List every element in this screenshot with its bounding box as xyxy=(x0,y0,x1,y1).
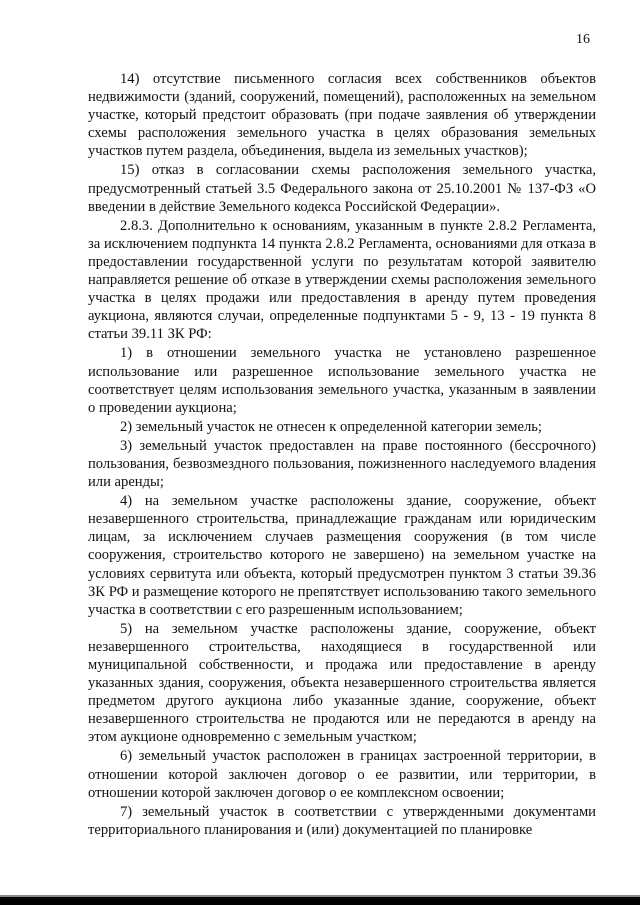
paragraph-subitem-7: 7) земельный участок в соответствии с утвержденными документами территориального планирования и (или) документацией по планировке xyxy=(88,803,596,838)
paragraph-subitem-6: 6) земельный участок расположен в границах застроенной территории, в отношении которой заключен договор о ее развитии, или территории, в отношении которой заключен договор о ее комплексном освоении; xyxy=(88,748,596,801)
paragraph-subitem-5: 5) на земельном участке расположены здание, сооружение, объект незавершенного строительства, находящиеся в государственной или муниципальной собственности, и продажа или предоставление в аренду указанных здания, сооружения, объекта незавершенного строительства является предметом другого аукциона либо указанные здание, сооружение, объект незавершенного строительства не продаются или не передаются в аренду на этом аукционе одновременно с земельным участком; xyxy=(88,620,596,746)
paragraph-subitem-2: 2) земельный участок не отнесен к определенной категории земель; xyxy=(120,418,542,435)
paragraph-item-14: 14) отсутствие письменного согласия всех собственников объектов недвижимости (зданий, сооружений, помещений), расположенных на земельном участке, который предстоит образовать (при подаче заявления об утверждении схемы расположения земельного участка в целях образования земельных участков путем раздела, объединения, выдела из земельных участков); xyxy=(88,71,596,160)
paragraph-2-8-3: 2.8.3. Дополнительно к основаниям, указанным в пункте 2.8.2 Регламента, за исключением подпункта 14 пункта 2.8.2 Регламента, основаниями для отказа в предоставлении государственной услуги по результатам которой заявителю направляется решение об отказе в утверждении схемы расположения земельного участка в целях продажи или предоставления в аренду путем проведения аукциона, являются случаи, определенные подпунктами 5 - 9, 13 - 19 пункта 8 статьи 39.11 ЗК РФ: xyxy=(88,217,596,343)
scan-edge xyxy=(0,897,640,905)
paragraph-subitem-4: 4) на земельном участке расположены здание, сооружение, объект незавершенного строительства, принадлежащие гражданам или юридическим лицам, за исключением случаев размещения сооружения (в том числе сооружения, строительство которого не завершено) на земельном участке на условиях сервитута или объекта, который предусмотрен пунктом 3 статьи 39.36 ЗК РФ и размещение которого не препятствует использованию такого земельного участка в соответствии с его разрешенным использованием; xyxy=(88,493,596,618)
document-body xyxy=(88,70,596,840)
paragraph-subitem-1: 1) в отношении земельного участка не установлено разрешенное использование или разрешенное использование земельного участка не соответствует целям использования земельного участка, указанным в заявлении о проведении аукциона; xyxy=(88,345,596,416)
paragraph-subitem-3: 3) земельный участок предоставлен на праве постоянного (бессрочного) пользования, безвозмездного пользования, пожизненного наследуемого владения или аренды; xyxy=(88,437,596,491)
paragraph-item-15: 15) отказ в согласовании схемы расположения земельного участка, предусмотренный статьей 3.5 Федерального закона от 25.10.2001 № 137-ФЗ «О введении в действие Земельного кодекса Российской Федерации». xyxy=(88,162,596,215)
page-number: 16 xyxy=(576,32,590,47)
